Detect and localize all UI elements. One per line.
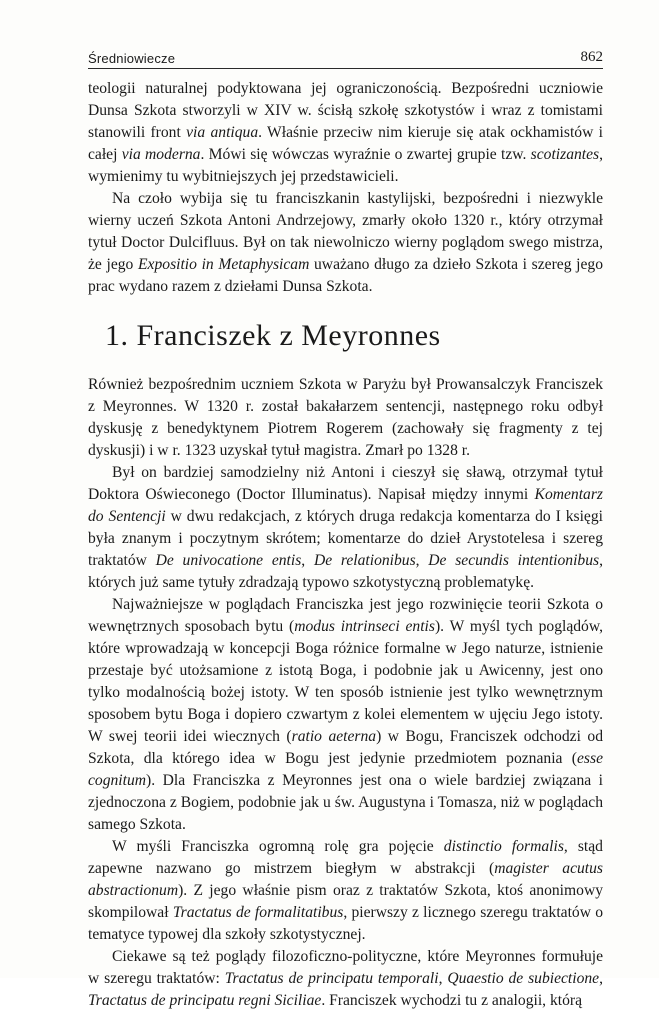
intro-text <box>88 78 603 298</box>
body-paragraph-2: Był on bardziej samodzielny niż Antoni i cieszył się sławą, otrzymał tytuł Doktora Oświeconego (Doctor Illuminatus). Napisał między innymi Komentarz do Sentencji w dwu redakcjach, z których druga redakcja komentarza do I księgi była znanym i poczytnym skrótem; komentarze do dzieł Arystotelesa i szereg traktatów De univocatione entis, De relationibus, De secundis intentionibus, których już same tytuły zdradzają typowo szkotystyczną problematykę. <box>88 464 603 591</box>
page-number: 862 <box>580 49 603 65</box>
intro-paragraph-2: Na czoło wybija się tu franciszkanin kastylijski, bezpośredni i niezwykle wierny uczeń Szkota Antoni Andrzejowy, zmarły około 1320 r., który otrzymał tytuł Doctor Dulcifluus. Był on tak niewolniczo wierny poglądom swego mistrza, że jego Expositio in Metaphysicam uważano długo za dzieło Szkota i szereg jego prac wydano razem z dziełami Dunsa Szkota. <box>88 190 603 295</box>
body-paragraph-1: Również bezpośrednim uczniem Szkota w Paryżu był Prowansalczyk Franciszek z Meyronnes. W 1320 r. został bakałarzem sentencji, następnego roku odbył dyskusję z benedyktynem Piotrem Rogerem (zachowały się fragmenty z tej dyskusji) i w r. 1323 uzyskał tytuł magistra. Zmarł po 1328 r. <box>88 376 603 459</box>
chapter-body <box>88 374 603 1012</box>
chapter-title: 1. Franciszek z Meyronnes <box>105 319 441 352</box>
body-paragraph-4: W myśli Franciszka ogromną rolę gra pojęcie distinctio formalis, stąd zapewne nazwano go mistrzem biegłym w abstrakcji (magister acutus abstractionum). Z jego właśnie pism oraz z traktatów Szkota, ktoś anonimowy skompilował Tractatus de formalitatibus, pierwszy z licznego szeregu traktatów o tematyce typowej dla szkoły szkotystycznej. <box>88 838 604 943</box>
intro-paragraph-1: teologii naturalnej podyktowana jej ograniczonością. Bezpośredni uczniowie Dunsa Szkota stworzyli w XIV w. ścisłą szkołę szkotystów i wraz z tomistami stanowili front via antiqua. Właśnie przeciw nim kieruje się atak ockhamistów i całej via moderna. Mówi się wówczas wyraźnie o zwartej grupie tzw. scotizantes, wymienimy tu wybitniejszych jej przedstawicieli. <box>88 80 604 185</box>
body-paragraph-3: Najważniejsze w poglądach Franciszka jest jego rozwinięcie teorii Szkota o wewnętrznych sposobach bytu (modus intrinseci entis). W myśl tych poglądów, które wprowadzają w koncepcji Boga różnice formalne w Jego naturze, istnienie przestaje być utożsamione z istotą Boga, i podobnie jak u Awicenny, jest ono tylko modalnością bożej istoty. W ten sposób istnienie jest tylko wewnętrznym sposobem bytu Boga i dopiero czwartym z kolei elementem w ujęciu Jego istoty. W swej teorii idei wiecznych (ratio aeterna) w Bogu, Franciszek odchodzi od Szkota, dla którego idea w Bogu jest jedynie przedmiotem poznania (esse cognitum). Dla Franciszka z Meyronnes jest ona o wiele bardziej związana i zjednoczona z Bogiem, podobnie jak u św. Augustyna i Tomasza, niż w poglądach samego Szkota. <box>88 596 604 833</box>
running-head <box>88 44 603 69</box>
body-paragraph-5: Ciekawe są też poglądy filozoficzno-polityczne, które Meyronnes formułuje w szeregu traktatów: Tractatus de principatu temporali, Quaestio de subiectione, Tractatus de principatu regni Siciliae. Franciszek wychodzi tu z analogii, którą <box>88 948 604 1009</box>
running-head-section: Średniowiecze <box>88 51 176 66</box>
